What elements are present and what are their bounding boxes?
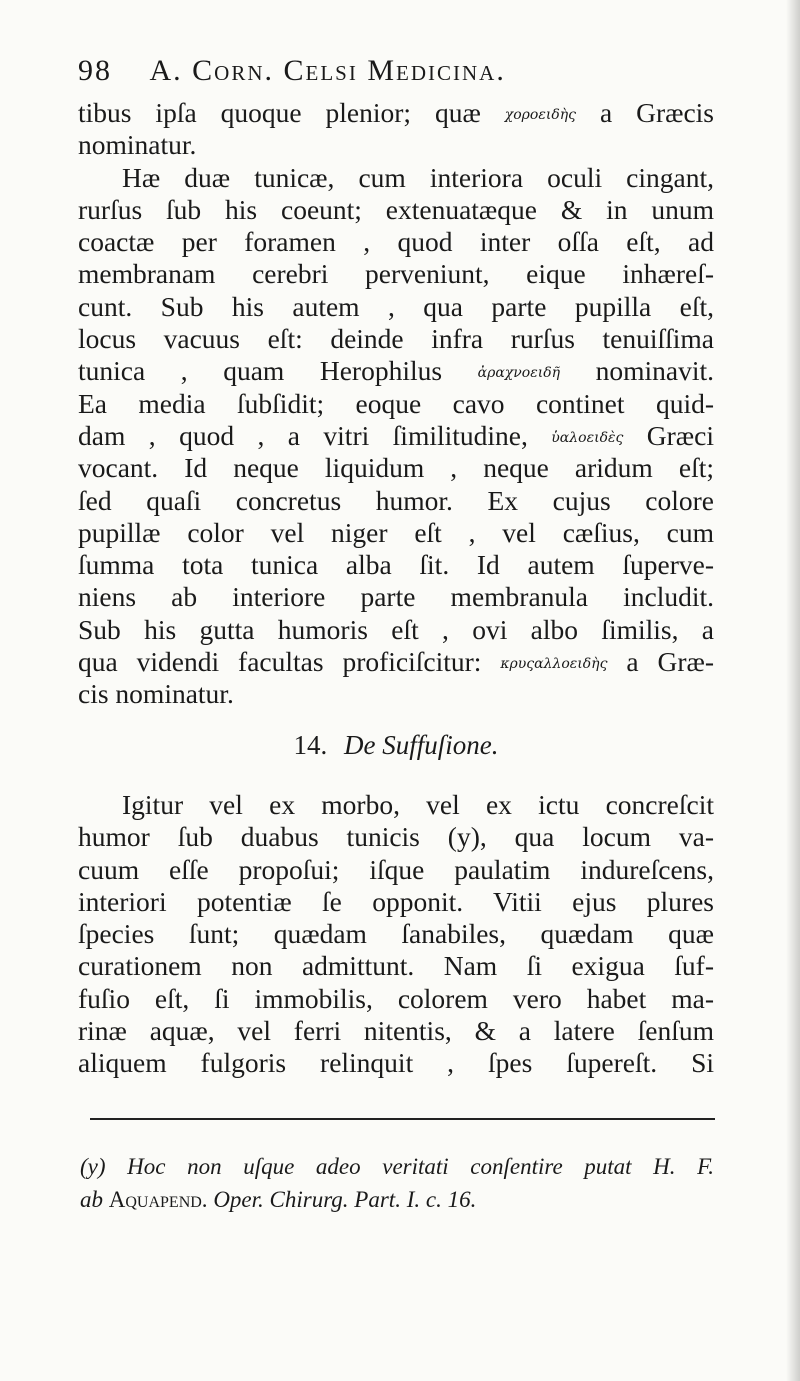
text-line: dam , quod , a vitri ſimilitudine, ὑαλοειδὲς Græci <box>78 419 714 451</box>
text-line: Igitur vel ex morbo, vel ex ictu concreſcit <box>122 789 714 820</box>
text-line: Hæ duæ tunicæ, cum interiora oculi cingant, <box>122 161 714 193</box>
text-line: interiori potentiæ ſe opponit. Vitii ejus plures <box>78 885 714 917</box>
page-edge-shadow <box>786 0 800 1381</box>
text-line: cuum eſſe propoſui; iſque paulatim indureſcens, <box>78 853 714 885</box>
footnote-rule <box>90 1118 715 1120</box>
text-line: cis nominatur. <box>78 678 234 710</box>
text-line: membranam cerebri perveniunt, eique inhæreſ- <box>78 258 714 290</box>
text-line: ſed quaſi concretus humor. Ex cujus colore <box>78 484 714 516</box>
footnote-line: (y) Hoc non uſque adeo veritati conſentire putat H. F. <box>80 1154 714 1179</box>
text-line: niens ab interiore parte membranula includit. <box>78 581 714 613</box>
text-line: Ea media ſubſidit; eoque cavo continet quid- <box>78 387 714 419</box>
text-line: humor ſub duabus tunicis (y), qua locum va- <box>78 821 714 853</box>
footnote-line: ab Aquapend. Oper. Chirurg. Part. I. c. 16. <box>80 1187 477 1212</box>
text-line: coactæ per foramen , quod inter oſſa eſt, ad <box>78 226 714 258</box>
footnote <box>80 1150 714 1216</box>
text-line: rurſus ſub his coeunt; extenuatæque & in unum <box>78 193 714 225</box>
greek-term: κρυςαλλοειδὴς <box>500 656 608 673</box>
footnote-author: Aquapend. <box>108 1187 208 1212</box>
text-line: tunica , quam Herophilus ἀραχνοειδῆ nominavit. <box>78 355 714 387</box>
text-line: tibus ipſa quoque plenior; quæ χοροειδὴς a Græcis <box>78 97 714 128</box>
text-line: ſpecies ſunt; quædam ſanabiles, quædam quæ <box>78 918 714 950</box>
text-line: locus vacuus eſt: deinde infra rurſus tenuiſſima <box>78 323 714 355</box>
text-line: vocant. Id neque liquidum , neque aridum eſt; <box>78 452 714 484</box>
section-title: De Suffuſione. <box>344 730 499 760</box>
text-line: pupillæ color vel niger eſt , vel cæſius, cum <box>78 516 714 548</box>
text-line: ſumma tota tunica alba ſit. Id autem ſuperve- <box>78 549 714 581</box>
section-number: 14. <box>293 730 328 760</box>
greek-term: χοροειδὴς <box>504 107 576 123</box>
running-title: A. Corn. Celsi Medicina. <box>149 54 506 87</box>
text-line: nominatur. <box>78 129 197 161</box>
text-line: aliquem fulgoris relinquit , ſpes ſupereſt. Si <box>78 1047 714 1079</box>
text-line: rinæ aquæ, vel ferri nitentis, & a latere ſenſum <box>78 1015 714 1047</box>
text-line: Sub his gutta humoris eſt , ovi albo ſimilis, a <box>78 613 714 645</box>
page-number: 98 <box>78 54 112 87</box>
running-head <box>78 54 718 88</box>
text-line: qua videndi facultas proficiſcitur: κρυςαλλοειδὴς a Græ- <box>78 646 714 678</box>
body-text <box>78 97 714 711</box>
greek-term: ὑαλοειδὲς <box>551 429 624 446</box>
text-line: curationem non admittunt. Nam ſi exigua ſuf- <box>78 950 714 982</box>
section-text <box>78 789 714 1080</box>
text-line: cunt. Sub his autem , qua parte pupilla eſt, <box>78 290 714 322</box>
greek-term: ἀραχνοειδῆ <box>477 365 561 382</box>
text-line: fuſio eſt, ſi immobilis, colorem vero habet ma- <box>78 982 714 1014</box>
section-heading <box>78 730 714 761</box>
